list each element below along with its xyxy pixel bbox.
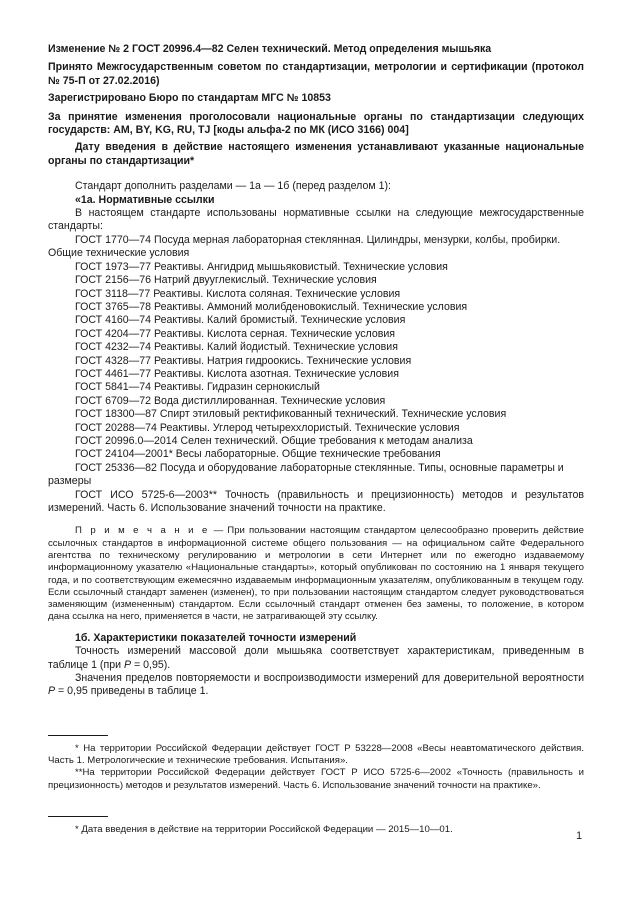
paragraph-text: = 0,95 приведены в таблице 1. [55,685,209,698]
list-item: ГОСТ 4328—77 Реактивы. Натрия гидроокись. Технические условия [75,354,412,367]
list-item: ГОСТ 4232—74 Реактивы. Калий йодистый. Технические условия [75,341,398,354]
note-text: — При пользовании настоящим стандартом целесообразно проверить действие ссылочных стандартов в информационной системе общего пользования — на официальном сайте Федерального агентства по техническому регулированию и метрологии в сети Интернет или по ежегодно издаваемому информационному указателю «Национальные стандарты», который опубликован по состоянию на 1 января текущего года, и по соответствующим ежемесячно издаваемым информационным указателям, опубликованным в текущем году. Если ссылочный стандарт заменен (изменен), то при пользовании настоящим стандартом следует руководствоваться заменяющим (измененным) стандартом. Если ссылочный стандарт отменен без замены, то положение, в котором дана ссылка на него, применяется в части, не затрагивающей эту ссылку. [48,525,584,623]
section-1b-title: 1б. Характеристики показателей точности измерений [75,631,357,644]
list-item: ГОСТ 4461—77 Реактивы. Кислота азотная. Технические условия [75,367,399,380]
variable-p: P [123,658,132,671]
list-item: ГОСТ 2156—76 Натрий двууглекислый. Технические условия [75,274,377,287]
list-item: ГОСТ 20288—74 Реактивы. Углерод четыреххлористый. Технические условия [75,421,460,434]
footnote-2: **На территории Российской Федерации действует ГОСТ Р ИСО 5725-6—2002 «Точность (правильность и прецизионность) методов и результатов измерений. Часть 6. Использование значений точности на практике». [48,767,584,791]
section-1b-paragraph-1 [48,645,584,672]
list-item: ГОСТ 1973—77 Реактивы. Ангидрид мышьяковистый. Технические условия [75,260,448,273]
variable-p: P [48,685,56,698]
effective-date-note: Дату введения в действие настоящего изменения устанавливают указанные национальные органы по стандартизации* [48,141,584,167]
intro-text: Стандарт дополнить разделами — 1а — 1б (перед разделом 1): [75,180,391,193]
list-item: ГОСТ 4160—74 Реактивы. Калий бромистый. Технические условия [75,314,406,327]
list-item: ГОСТ 18300—87 Спирт этиловый ректификованный технический. Технические условия [75,408,507,421]
list-item: ГОСТ 25336—82 Посуда и оборудование лабораторные стеклянные. Типы, основные параметры и размеры [48,461,564,488]
footnote-3: * Дата введения в действие на территории Российской Федерации — 2015—10—01. [75,824,453,835]
list-item: ГОСТ 24104—2001* Весы лабораторные. Общие технические требования [75,448,441,461]
page-number: 1 [576,830,582,842]
footnote-1: * На территории Российской Федерации действует ГОСТ Р 53228—2008 «Весы неавтоматического действия. Часть 1. Метрологические и технические требования. Испытания». [48,742,584,767]
references-list [48,234,584,516]
list-item: ГОСТ 20996.0—2014 Селен технический. Общие требования к методам анализа [75,434,473,447]
amendment-title: Изменение № 2 ГОСТ 20996.4—82 Селен технический. Метод определения мышьяка [48,43,492,55]
section-1a-text: В настоящем стандарте использованы нормативные ссылки на следующие межгосударственные стандарты: [48,207,584,233]
list-item: ГОСТ 5841—74 Реактивы. Гидразин сернокислый [75,381,320,394]
voting-states: За принятие изменения проголосовали национальные органы по стандартизации следующих государств: AM, BY, KG, RU, TJ [коды альфа-2 по МК (ИСО 3166) 004] [48,110,584,137]
list-item: ГОСТ ИСО 5725-6—2003** Точность (правильность и прецизионность) методов и результатов измерений. Часть 6. Использование значений точности на практике. [48,488,584,514]
registration-info: Зарегистрировано Бюро по стандартам МГС № 10853 [48,92,331,105]
list-item: ГОСТ 4204—77 Реактивы. Кислота серная. Технические условия [75,327,396,340]
list-item: ГОСТ 3765—78 Реактивы. Аммоний молибденовокислый. Технические условия [75,300,468,313]
note-label: П р и м е ч а н и е [75,525,210,537]
paragraph-text: Значения пределов повторяемости и воспроизводимости измерений для доверительной вероятности [75,672,584,684]
adoption-info: Принято Межгосударственным советом по стандартизации, метрологии и сертификации (протокол № 75-П от 27.02.2016) [48,61,584,87]
list-item: ГОСТ 1770—74 Посуда мерная лабораторная стеклянная. Цилиндры, мензурки, колбы, пробирки. Общие технические условия [48,233,561,260]
list-item: ГОСТ 6709—72 Вода дистиллированная. Технические условия [75,394,386,407]
note-block [48,525,584,623]
section-1a-title: «1а. Нормативные ссылки [75,193,215,206]
paragraph-text: Точность измерений массовой доли мышьяка соответствует характеристикам, приведенным в таблице 1 (при [48,645,584,671]
section-1b-paragraph-2 [48,672,584,699]
list-item: ГОСТ 3118—77 Реактивы. Кислота соляная. Технические условия [75,287,401,300]
paragraph-text: = 0,95). [131,658,171,671]
